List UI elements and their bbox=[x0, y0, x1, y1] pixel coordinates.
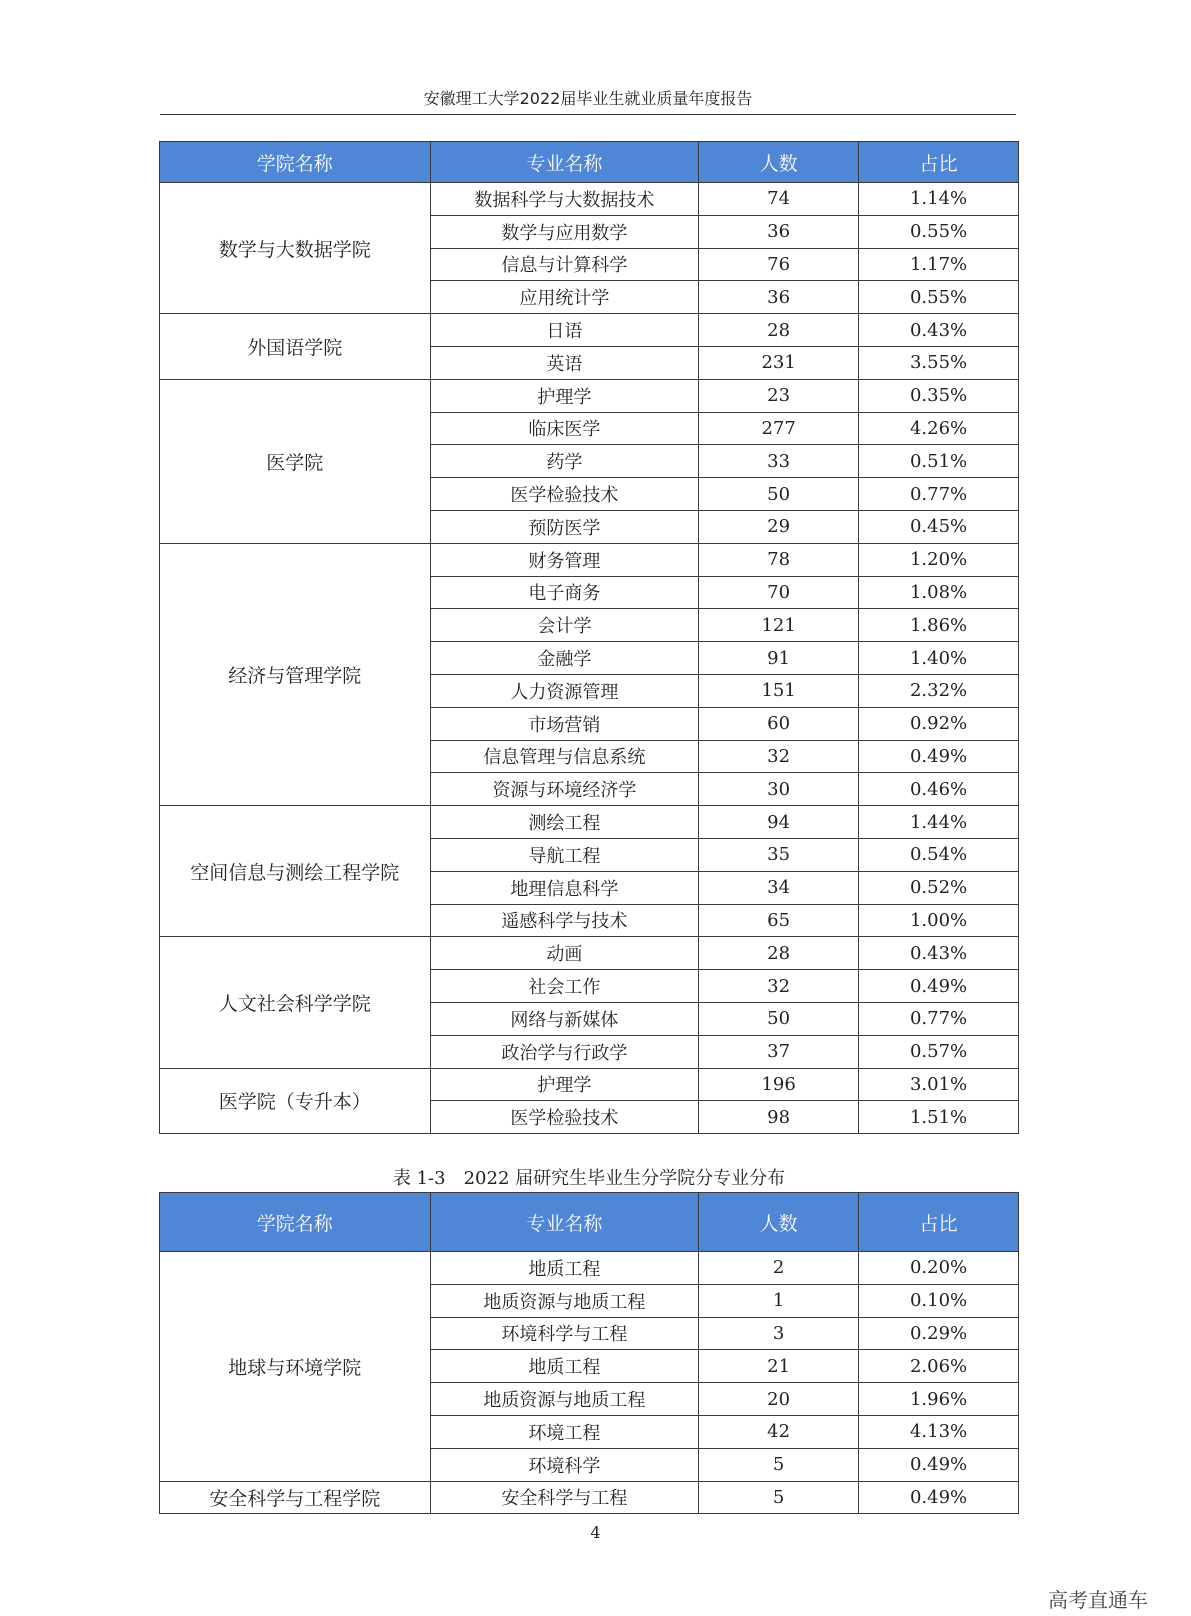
cell-ratio: 0.51% bbox=[859, 445, 1019, 478]
table-header-row bbox=[160, 142, 1019, 183]
cell-count: 2 bbox=[699, 1252, 859, 1285]
cell-college: 人文社会科学学院 bbox=[160, 937, 431, 1068]
cell-ratio: 4.13% bbox=[859, 1415, 1019, 1448]
cell-count: 5 bbox=[699, 1448, 859, 1481]
cell-count: 5 bbox=[699, 1481, 859, 1514]
cell-major: 预防医学 bbox=[430, 510, 699, 543]
cell-major: 社会工作 bbox=[430, 970, 699, 1003]
cell-ratio: 0.43% bbox=[859, 937, 1019, 970]
cell-major: 日语 bbox=[430, 314, 699, 347]
cell-major: 资源与环境经济学 bbox=[430, 773, 699, 806]
table-header-row bbox=[160, 1193, 1019, 1252]
table-row bbox=[160, 1252, 1019, 1285]
cell-count: 37 bbox=[699, 1035, 859, 1068]
cell-ratio: 1.00% bbox=[859, 904, 1019, 937]
cell-ratio: 0.49% bbox=[859, 1481, 1019, 1514]
cell-ratio: 0.20% bbox=[859, 1252, 1019, 1285]
cell-count: 277 bbox=[699, 412, 859, 445]
table-row bbox=[160, 937, 1019, 970]
cell-count: 91 bbox=[699, 642, 859, 675]
cell-major: 地质工程 bbox=[430, 1252, 699, 1285]
cell-count: 32 bbox=[699, 740, 859, 773]
cell-major: 政治学与行政学 bbox=[430, 1035, 699, 1068]
column-header-ratio: 占比 bbox=[859, 142, 1019, 183]
cell-major: 电子商务 bbox=[430, 576, 699, 609]
cell-count: 29 bbox=[699, 510, 859, 543]
cell-count: 151 bbox=[699, 674, 859, 707]
cell-ratio: 0.45% bbox=[859, 510, 1019, 543]
cell-ratio: 1.20% bbox=[859, 543, 1019, 576]
cell-college: 数学与大数据学院 bbox=[160, 183, 431, 314]
cell-major: 信息与计算科学 bbox=[430, 248, 699, 281]
cell-major: 护理学 bbox=[430, 379, 699, 412]
page-number: 4 bbox=[590, 1523, 601, 1542]
cell-count: 36 bbox=[699, 215, 859, 248]
cell-count: 65 bbox=[699, 904, 859, 937]
cell-count: 50 bbox=[699, 478, 859, 511]
table-row bbox=[160, 543, 1019, 576]
table-undergrad-distribution bbox=[159, 141, 1019, 1134]
cell-ratio: 1.40% bbox=[859, 642, 1019, 675]
cell-major: 信息管理与信息系统 bbox=[430, 740, 699, 773]
table-row bbox=[160, 379, 1019, 412]
cell-ratio: 0.77% bbox=[859, 478, 1019, 511]
cell-count: 78 bbox=[699, 543, 859, 576]
cell-count: 42 bbox=[699, 1415, 859, 1448]
cell-major: 环境科学与工程 bbox=[430, 1317, 699, 1350]
cell-major: 动画 bbox=[430, 937, 699, 970]
cell-ratio: 1.17% bbox=[859, 248, 1019, 281]
cell-major: 应用统计学 bbox=[430, 281, 699, 314]
cell-ratio: 0.49% bbox=[859, 970, 1019, 1003]
cell-major: 测绘工程 bbox=[430, 806, 699, 839]
cell-count: 30 bbox=[699, 773, 859, 806]
cell-major: 英语 bbox=[430, 346, 699, 379]
cell-count: 20 bbox=[699, 1383, 859, 1416]
cell-count: 70 bbox=[699, 576, 859, 609]
cell-major: 环境科学 bbox=[430, 1448, 699, 1481]
cell-count: 94 bbox=[699, 806, 859, 839]
cell-college: 地球与环境学院 bbox=[160, 1252, 431, 1482]
cell-major: 数学与应用数学 bbox=[430, 215, 699, 248]
cell-ratio: 0.49% bbox=[859, 1448, 1019, 1481]
cell-major: 地理信息科学 bbox=[430, 871, 699, 904]
cell-major: 市场营销 bbox=[430, 707, 699, 740]
cell-college: 空间信息与测绘工程学院 bbox=[160, 806, 431, 937]
cell-major: 环境工程 bbox=[430, 1415, 699, 1448]
cell-ratio: 1.96% bbox=[859, 1383, 1019, 1416]
cell-ratio: 4.26% bbox=[859, 412, 1019, 445]
cell-count: 28 bbox=[699, 937, 859, 970]
cell-count: 121 bbox=[699, 609, 859, 642]
cell-ratio: 0.46% bbox=[859, 773, 1019, 806]
cell-count: 1 bbox=[699, 1284, 859, 1317]
cell-college: 医学院（专升本） bbox=[160, 1068, 431, 1134]
cell-major: 财务管理 bbox=[430, 543, 699, 576]
cell-major: 数据科学与大数据技术 bbox=[430, 183, 699, 216]
cell-ratio: 0.54% bbox=[859, 838, 1019, 871]
cell-count: 74 bbox=[699, 183, 859, 216]
cell-ratio: 0.77% bbox=[859, 1002, 1019, 1035]
cell-major: 地质资源与地质工程 bbox=[430, 1383, 699, 1416]
watermark-text: 高考直通车 bbox=[1048, 1588, 1148, 1612]
column-header-count: 人数 bbox=[699, 142, 859, 183]
cell-count: 36 bbox=[699, 281, 859, 314]
cell-count: 60 bbox=[699, 707, 859, 740]
table-caption: 表 1-3 2022 届研究生毕业生分学院分专业分布 bbox=[392, 1168, 786, 1189]
cell-count: 34 bbox=[699, 871, 859, 904]
table-row bbox=[160, 314, 1019, 347]
cell-count: 98 bbox=[699, 1101, 859, 1134]
column-header-college: 学院名称 bbox=[160, 1193, 431, 1252]
cell-major: 临床医学 bbox=[430, 412, 699, 445]
cell-ratio: 2.06% bbox=[859, 1350, 1019, 1383]
table-row bbox=[160, 1481, 1019, 1514]
cell-college: 外国语学院 bbox=[160, 314, 431, 380]
cell-major: 人力资源管理 bbox=[430, 674, 699, 707]
cell-ratio: 3.01% bbox=[859, 1068, 1019, 1101]
cell-ratio: 1.44% bbox=[859, 806, 1019, 839]
cell-major: 遥感科学与技术 bbox=[430, 904, 699, 937]
cell-count: 28 bbox=[699, 314, 859, 347]
column-header-major: 专业名称 bbox=[430, 142, 699, 183]
cell-count: 33 bbox=[699, 445, 859, 478]
cell-ratio: 0.49% bbox=[859, 740, 1019, 773]
cell-college: 经济与管理学院 bbox=[160, 543, 431, 805]
cell-ratio: 0.55% bbox=[859, 215, 1019, 248]
cell-ratio: 2.32% bbox=[859, 674, 1019, 707]
cell-major: 导航工程 bbox=[430, 838, 699, 871]
cell-major: 医学检验技术 bbox=[430, 478, 699, 511]
cell-major: 医学检验技术 bbox=[430, 1101, 699, 1134]
cell-major: 安全科学与工程 bbox=[430, 1481, 699, 1514]
column-header-major: 专业名称 bbox=[430, 1193, 699, 1252]
cell-count: 35 bbox=[699, 838, 859, 871]
cell-count: 21 bbox=[699, 1350, 859, 1383]
column-header-ratio: 占比 bbox=[859, 1193, 1019, 1252]
cell-ratio: 1.86% bbox=[859, 609, 1019, 642]
cell-count: 3 bbox=[699, 1317, 859, 1350]
cell-ratio: 0.10% bbox=[859, 1284, 1019, 1317]
cell-major: 网络与新媒体 bbox=[430, 1002, 699, 1035]
cell-major: 金融学 bbox=[430, 642, 699, 675]
cell-ratio: 3.55% bbox=[859, 346, 1019, 379]
cell-ratio: 1.08% bbox=[859, 576, 1019, 609]
column-header-count: 人数 bbox=[699, 1193, 859, 1252]
cell-ratio: 0.35% bbox=[859, 379, 1019, 412]
cell-major: 会计学 bbox=[430, 609, 699, 642]
table-graduate-distribution bbox=[159, 1192, 1019, 1514]
cell-count: 32 bbox=[699, 970, 859, 1003]
page-header: 安徽理工大学2022届毕业生就业质量年度报告 bbox=[160, 86, 1016, 115]
cell-ratio: 1.51% bbox=[859, 1101, 1019, 1134]
cell-ratio: 0.92% bbox=[859, 707, 1019, 740]
cell-ratio: 0.52% bbox=[859, 871, 1019, 904]
cell-major: 药学 bbox=[430, 445, 699, 478]
cell-count: 196 bbox=[699, 1068, 859, 1101]
cell-count: 76 bbox=[699, 248, 859, 281]
cell-college: 安全科学与工程学院 bbox=[160, 1481, 431, 1514]
cell-college: 医学院 bbox=[160, 379, 431, 543]
cell-major: 地质资源与地质工程 bbox=[430, 1284, 699, 1317]
cell-ratio: 0.29% bbox=[859, 1317, 1019, 1350]
cell-ratio: 0.55% bbox=[859, 281, 1019, 314]
table-row bbox=[160, 183, 1019, 216]
table-row bbox=[160, 806, 1019, 839]
cell-major: 护理学 bbox=[430, 1068, 699, 1101]
cell-ratio: 0.43% bbox=[859, 314, 1019, 347]
cell-count: 23 bbox=[699, 379, 859, 412]
table-row bbox=[160, 1068, 1019, 1101]
column-header-college: 学院名称 bbox=[160, 142, 431, 183]
cell-major: 地质工程 bbox=[430, 1350, 699, 1383]
cell-count: 50 bbox=[699, 1002, 859, 1035]
cell-ratio: 0.57% bbox=[859, 1035, 1019, 1068]
cell-count: 231 bbox=[699, 346, 859, 379]
cell-ratio: 1.14% bbox=[859, 183, 1019, 216]
